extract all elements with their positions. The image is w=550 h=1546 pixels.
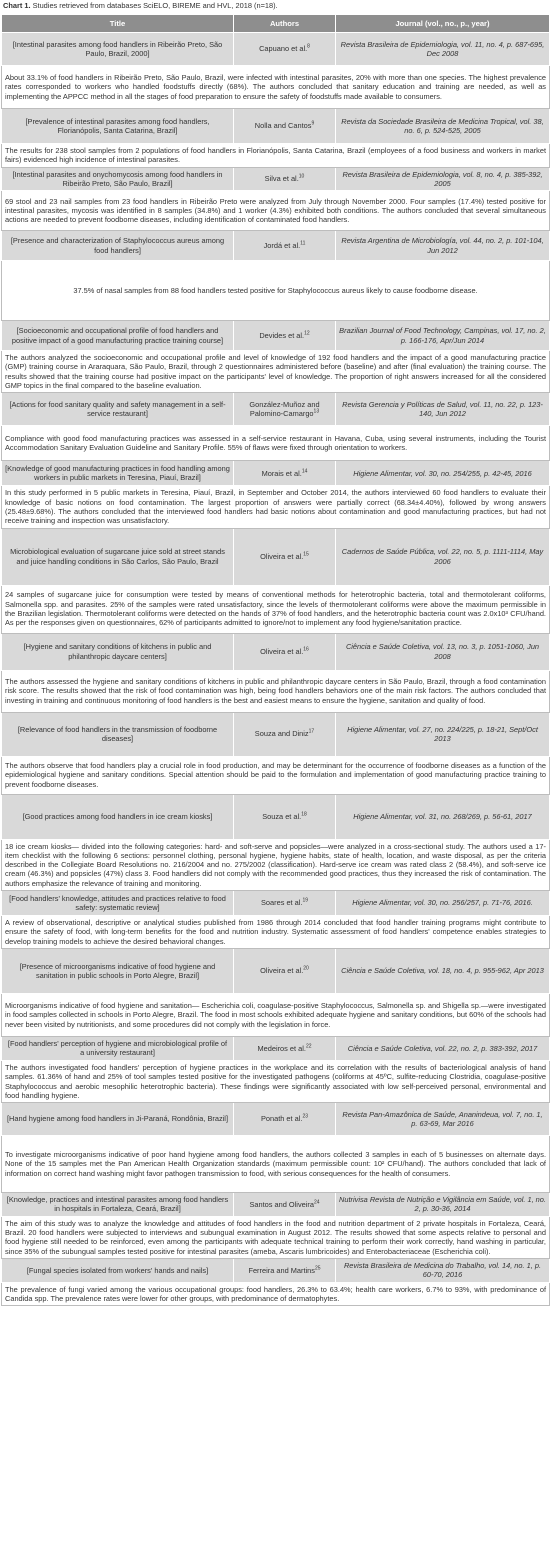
study-meta-row xyxy=(2,1258,550,1282)
reference-number: 9 xyxy=(311,120,315,127)
study-journal: Revista Brasileira de Epidemiologia, vol. 11, no. 4, p. 687-695, Dec 2008 xyxy=(336,33,550,66)
author-name: Morais et al. xyxy=(261,468,302,478)
author-name: Nolla and Cantos xyxy=(254,121,312,131)
study-journal: Revista Brasileira de Medicina do Trabalho, vol. 14, no. 1, p. 60-70, 2016 xyxy=(336,1258,550,1282)
caption-text: Studies retrieved from databases SciELO, BIREME and HVL, 2018 (n=18). xyxy=(32,1,278,10)
study-journal: Revista Pan-Amazônica de Saúde, Ananindeua, vol. 7, no. 1, p. 63-69, Mar 2016 xyxy=(336,1103,550,1136)
study-journal: Nutrivisa Revista de Nutrição e Vigilância em Saúde, vol. 1, no. 2, p. 30-36, 2014 xyxy=(336,1193,550,1217)
study-title: [Hygiene and sanitary conditions of kitchens in public and philanthropic daycare centers] xyxy=(2,633,234,670)
study-summary-row xyxy=(2,191,550,231)
study-authors xyxy=(234,461,336,486)
study-authors xyxy=(234,33,336,66)
reference-number: 14 xyxy=(301,468,308,475)
caption-label: Chart 1. xyxy=(3,1,31,10)
author-name: Capuano et al. xyxy=(259,44,308,54)
author-name: Ponath et al. xyxy=(260,1114,303,1124)
studies-table xyxy=(1,14,550,1306)
study-summary: To investigate microorganisms indicative of poor hand hygiene among food handlers, the authors collected 3 samples in each of 5 businesses on alternate days. None of the 15 samples met the Pan American Health Organization standards (maximum permissible count: 10² CFU/hand). The authors concluded that lack of information on correct hand washing might favor pathogen transmission to food, with serious consequences for the health of consumers. xyxy=(2,1136,550,1193)
reference-number: 12 xyxy=(304,330,310,337)
study-summary: The authors observe that food handlers play a crucial role in food production, and may be determinant for the occurrence of foodborne diseases as a function of the epidemiological hygiene and sanitary conditions. Special attention should be paid to the formulation and implementation of good manufacturing practice training to prevent foodborne diseases. xyxy=(2,756,550,794)
study-journal: Revista Brasileira de Epidemiologia, vol. 8, no. 4, p. 385-392, 2005 xyxy=(336,167,550,191)
study-meta-row xyxy=(2,321,550,351)
study-summary-row xyxy=(2,1282,550,1306)
author-name: Medeiros et al. xyxy=(257,1043,306,1053)
study-title: [Hand hygiene among food handlers in Ji-Paraná, Rondônia, Brazil] xyxy=(2,1103,234,1136)
reference-number: 25 xyxy=(314,1265,321,1272)
header-row xyxy=(2,15,550,33)
study-journal: Higiene Alimentar, vol. 31, no. 268/269, p. 56-61, 2017 xyxy=(336,794,550,839)
study-summary: In this study performed in 5 public markets in Teresina, Piauí, Brazil, in September and October 2014, the authors interviewed 60 food handlers to evaluate their knowledge of basic notions on food contamination. The largest proportion of answers were partially correct (68.34±4.40%), followed by wrong answers (25.48±9.68%). The authors concluded that the interviewed food handlers had basic notions about contamination and good manufacturing practices, but had not receive training and inspection was unsatisfactory. xyxy=(2,486,550,528)
reference-number: 19 xyxy=(302,897,309,904)
study-meta-row xyxy=(2,1193,550,1217)
author-name: Oliveira et al. xyxy=(260,966,304,976)
reference-number: 15 xyxy=(303,551,309,558)
study-authors xyxy=(234,321,336,351)
study-title: [Intestinal parasites among food handlers in Ribeirão Preto, São Paulo, Brazil, 2000] xyxy=(2,33,234,66)
author-name: Ferreira and Martins xyxy=(248,1265,315,1275)
study-meta-row xyxy=(2,712,550,756)
study-summary-row xyxy=(2,66,550,109)
study-authors xyxy=(234,794,336,839)
study-title: [Knowledge, practices and intestinal parasites among food handlers in hospitals in Fortaleza, Ceará, Brazil] xyxy=(2,1193,234,1217)
study-authors xyxy=(234,1193,336,1217)
study-meta-row xyxy=(2,948,550,993)
study-authors xyxy=(234,1103,336,1136)
study-meta-row xyxy=(2,528,550,585)
study-title: [Socioeconomic and occupational profile of food handlers and positive impact of a good manufacturing practice training course] xyxy=(2,321,234,351)
study-journal: Cadernos de Saúde Pública, vol. 22, no. 5, p. 1111-1114, May 2006 xyxy=(336,528,550,585)
table-caption xyxy=(0,0,550,14)
study-summary: 69 stool and 23 nail samples from 23 food handlers in Ribeirão Preto were analyzed from July through November 2000. Four samples (17.4%) tested positive for intestinal parasites, mycosis was identified in 8 samples (34.8%) and 1 worker (4.3%) exhibited both conditions. The authors concluded that several simultaneous actions are needed to prevent foodborne diseases, including identification of contaminated food handlers. xyxy=(2,191,550,231)
author-name: Oliveira et al. xyxy=(260,551,304,561)
study-authors xyxy=(234,1036,336,1060)
reference-number: 13 xyxy=(313,408,320,415)
study-summary: The aim of this study was to analyze the knowledge and attitudes of food handlers in the food and nutrition department of 2 private hospitals in Fortaleza, Ceará, Brazil. 20 food handlers were subjected to interviews and subungual examination in August 2012. The results showed that some aspects relative to personal and food hygiene still needed to be reinforced, even among the participants with adequate technical training to perform their work correctly, hand washing in particular, since 35% of the subungual samples tested positive for intestinal parasites (ameba, Ascaris lumbricoides) and Enterobacteriaceae (Escherichia coli). xyxy=(2,1216,550,1258)
study-summary: Microorganisms indicative of food hygiene and sanitation— Escherichia coli, coagulase-positive Staphylococcus, Salmonella sp. and Shigella sp.—were investigated in food samples collected in schools in Porto Alegre, Brazil. The food in most schools exhibited adequate hygiene and sanitary conditions, but 60% of the schools had never been visited by nutritionists, and some procedures did not comply with the legislation in force. xyxy=(2,993,550,1036)
author-name: González-Muñoz and Palomino-Camargo xyxy=(249,400,320,419)
study-meta-row xyxy=(2,794,550,839)
column-header-authors: Authors xyxy=(234,15,336,33)
reference-number: 20 xyxy=(303,965,309,972)
study-journal: Ciência e Saúde Coletiva, vol. 18, no. 4, p. 955-962, Apr 2013 xyxy=(336,948,550,993)
study-summary-row xyxy=(2,1136,550,1193)
author-name: Silva et al. xyxy=(264,174,299,184)
study-summary-row xyxy=(2,839,550,890)
study-journal: Higiene Alimentar, vol. 30, no. 254/255, p. 42-45, 2016 xyxy=(336,461,550,486)
author-name: Devides et al. xyxy=(259,331,305,341)
study-meta-row xyxy=(2,891,550,916)
study-title: [Knowledge of good manufacturing practices in food handling among workers in public markets in Teresina, Piauí, Brazil] xyxy=(2,461,234,486)
study-title: [Presence and characterization of Staphylococcus aureus among food handlers] xyxy=(2,231,234,261)
study-title: [Prevalence of intestinal parasites among food handlers, Florianópolis, Santa Catarina, Brazil] xyxy=(2,109,234,144)
study-meta-row xyxy=(2,461,550,486)
study-journal: Revista Gerencia y Políticas de Salud, vol. 11, no. 22, p. 123-140, Jun 2012 xyxy=(336,393,550,426)
reference-number: 23 xyxy=(302,1114,309,1120)
study-summary: 24 samples of sugarcane juice for consumption were tested by means of conventional methods for heterotrophic bacteria, total and thermotolerant coliforms, Salmonella spp. and parasites. 25% of the samples were rated unsatisfactory, since the levels of thermotolerant coliforms were above the maximum permissible in the Brazilian legislation. Thermotolerant coliforms were detected on the hands of 37% of food handlers, and the heterotrophic bacteria count was 2.0x10³ CFU/hand. As per the responses given on questionnaires, 62% of participants admitted to ignore/not to implement any food hygiene/sanitation practice. xyxy=(2,585,550,633)
study-meta-row xyxy=(2,1036,550,1060)
study-summary: The authors analyzed the socioeconomic and occupational profile and level of knowledge of 192 food handlers and the impact of a good manufacturing practice (GMP) training course in Araraquara, São Paulo, Brazil, through 2 questionnaires administered before (baseline) and after (final evaluation) the training course. The results showed that the training course had positive impact on the participants' level of knowledge. The proportion of right answers increased for all the considered GMP topics in the final compared to the baseline evaluation. xyxy=(2,351,550,393)
study-authors xyxy=(234,1258,336,1282)
study-journal: Revista Argentina de Microbiología, vol. 44, no. 2, p. 101-104, Jun 2012 xyxy=(336,231,550,261)
author-name: Jordá et al. xyxy=(263,241,301,251)
reference-number: 11 xyxy=(300,240,306,247)
study-authors xyxy=(234,231,336,261)
study-authors xyxy=(234,393,336,426)
reference-number: 24 xyxy=(313,1199,320,1206)
study-summary-row xyxy=(2,426,550,461)
author-name: Soares et al. xyxy=(260,898,303,908)
study-authors xyxy=(234,633,336,670)
column-header-journal: Journal (vol., no., p., year) xyxy=(336,15,550,33)
study-summary-row xyxy=(2,670,550,712)
study-summary: A review of observational, descriptive or analytical studies published from 1986 through 2014 concluded that food handler training programs might contribute to ensure the safety of food, with long-term benefits for the food and nutrition industry. Systematic assessment of food handlers' competence enables strategies to develop training models to achieve the desired behavioral changes. xyxy=(2,916,550,949)
study-authors xyxy=(234,167,336,191)
study-authors xyxy=(234,948,336,993)
study-summary: About 33.1% of food handlers in Ribeirão Preto, São Paulo, Brazil, were infected with intestinal parasites, 20% with more than one species. The highest prevalence rates corresponded to workers who handled foodstuffs directly (68%). The authors concluded that sanitary education and training are needed, as well as implementing the APPCC method in all the stages of food preparation to ensure the safety of foodstuffs made available to consumers. xyxy=(2,66,550,109)
study-summary: Compliance with good food manufacturing practices was assessed in a self-service restaurant in Havana, Cuba, using several instruments, including the Tourist Accommodation Sanitary Evaluation Guideline and Sanitary Profile. 55% of flaws were fixed through orientation to workers. xyxy=(2,426,550,461)
study-journal: Higiene Alimentar, vol. 30, no. 256/257, p. 71-76, 2016. xyxy=(336,891,550,916)
study-meta-row xyxy=(2,231,550,261)
study-journal: Higiene Alimentar, vol. 27, no. 224/225, p. 18-21, Sept/Oct 2013 xyxy=(336,712,550,756)
study-meta-row xyxy=(2,109,550,144)
study-summary: The authors assessed the hygiene and sanitary conditions of kitchens in public and philanthropic daycare centers in São Paulo, Brazil, through a food contamination risk score. The results showed that the risk of food contamination was high, being food handlers behaviors one of the main risk factors. The authors concluded that investing in training and continuous monitoring of food handlers is the best and easiest means to ensure the hygiene, sanitation and quality of food. xyxy=(2,670,550,712)
study-title: [Food handlers' knowledge, attitudes and practices relative to food safety: systematic review] xyxy=(2,891,234,916)
study-meta-row xyxy=(2,393,550,426)
study-title: [Relevance of food handlers in the transmission of foodborne diseases] xyxy=(2,712,234,756)
study-meta-row xyxy=(2,167,550,191)
study-meta-row xyxy=(2,33,550,66)
study-title: [Fungal species isolated from workers' hands and nails] xyxy=(2,1258,234,1282)
author-name: Santos and Oliveira xyxy=(249,1199,314,1209)
study-journal: Revista da Sociedade Brasileira de Medicina Tropical, vol. 38, no. 6, p. 524-525, 2005 xyxy=(336,109,550,144)
study-authors xyxy=(234,528,336,585)
reference-number: 18 xyxy=(301,811,307,818)
column-header-title: Title xyxy=(2,15,234,33)
reference-number: 22 xyxy=(305,1043,312,1050)
study-summary-row xyxy=(2,585,550,633)
study-title: Microbiological evaluation of sugarcane juice sold at street stands and juice handling conditions in São Carlos, São Paulo, Brazil xyxy=(2,528,234,585)
study-authors xyxy=(234,891,336,916)
study-summary: The authors investigated food handlers' perception of hygiene practices in the workplace and its correlation with the results of bacteriological analysis of hand samples. 61.36% of hand and 25% of tool samples tested positive for the investigated pathogens (coliforms at 45ºC, sulfite-reducing Clostridia, coagulase-positive Staphylococcus and aerobic mesophilic heterotrophic bacteria). These findings were significantly associated with low self-perceived personal, environmental and food handling hygiene. xyxy=(2,1060,550,1102)
study-summary-row xyxy=(2,916,550,949)
study-journal: Ciência e Saúde Coletiva, vol. 22, no. 2, p. 383-392, 2017 xyxy=(336,1036,550,1060)
reference-number: 16 xyxy=(303,646,309,653)
study-meta-row xyxy=(2,1103,550,1136)
study-summary: 37.5% of nasal samples from 88 food handlers tested positive for Staphylococcus aureus likely to cause foodborne disease. xyxy=(2,261,550,321)
study-meta-row xyxy=(2,633,550,670)
study-summary-row xyxy=(2,144,550,168)
study-title: [Food handlers' perception of hygiene and microbiological profile of a university restaurant] xyxy=(2,1036,234,1060)
reference-number: 17 xyxy=(308,728,315,735)
reference-number: 10 xyxy=(298,173,305,180)
reference-number: 8 xyxy=(307,43,310,50)
study-summary-row xyxy=(2,351,550,393)
study-summary: 18 ice cream kiosks— divided into the following categories: hard- and soft-serve and popsicles—were analyzed in a cross-sectional study. The authors used a 17-item checklist with the following 6 sections: personnel clothing, personal hygiene, hygiene habits, state of health, location, and waste disposal, as per the criteria described in the Collegiate Board Resolutions no. 216/2004 and no. 275/2002 (classification). Hard-serve ice cream was rated class 2 (58.4%), and soft-serve ice cream (46.3%) and popsicles (47%) class 3. Food handlers did not comply with the recommended good practices, thus they increased the risk of contamination. The authors emphasize the relevance of training and monitoring. xyxy=(2,839,550,890)
study-title: [Intestinal parasites and onychomycosis among food handlers in Ribeirão Preto, São Paulo, Brazil] xyxy=(2,167,234,191)
study-title: [Presence of microorganisms indicative of food hygiene and sanitation in public schools in Porto Alegre, Brazil] xyxy=(2,948,234,993)
author-name: Souza et al. xyxy=(262,811,302,821)
study-authors xyxy=(234,712,336,756)
study-summary: The prevalence of fungi varied among the various occupational groups: food handlers, 26.3% to 63.4%; health care workers, 6.7% to 93%, with predominance of Candida spp. The prevalence rates were lower for other groups, with predominance of dermatophytes. xyxy=(2,1282,550,1306)
study-summary-row xyxy=(2,1060,550,1102)
study-title: [Actions for food sanitary quality and safety management in a self-service restaurant] xyxy=(2,393,234,426)
author-name: Souza and Diniz xyxy=(254,729,309,739)
study-summary-row xyxy=(2,486,550,528)
study-summary-row xyxy=(2,1216,550,1258)
study-summary-row xyxy=(2,261,550,321)
study-journal: Brazilian Journal of Food Technology, Campinas, vol. 17, no. 2, p. 166-176, Apr/Jun 2014 xyxy=(336,321,550,351)
study-summary-row xyxy=(2,756,550,794)
study-summary-row xyxy=(2,993,550,1036)
author-name: Oliveira et al. xyxy=(260,646,304,656)
study-title: [Good practices among food handlers in ice cream kiosks] xyxy=(2,794,234,839)
study-journal: Ciência e Saúde Coletiva, vol. 13, no. 3, p. 1051-1060, Jun 2008 xyxy=(336,633,550,670)
study-summary: The results for 238 stool samples from 2 populations of food handlers in Florianópolis, Santa Catarina, Brazil (employees of a food business and workers in market fairs) evidenced high incidence of intestinal parasites. xyxy=(2,144,550,168)
study-authors xyxy=(234,109,336,144)
